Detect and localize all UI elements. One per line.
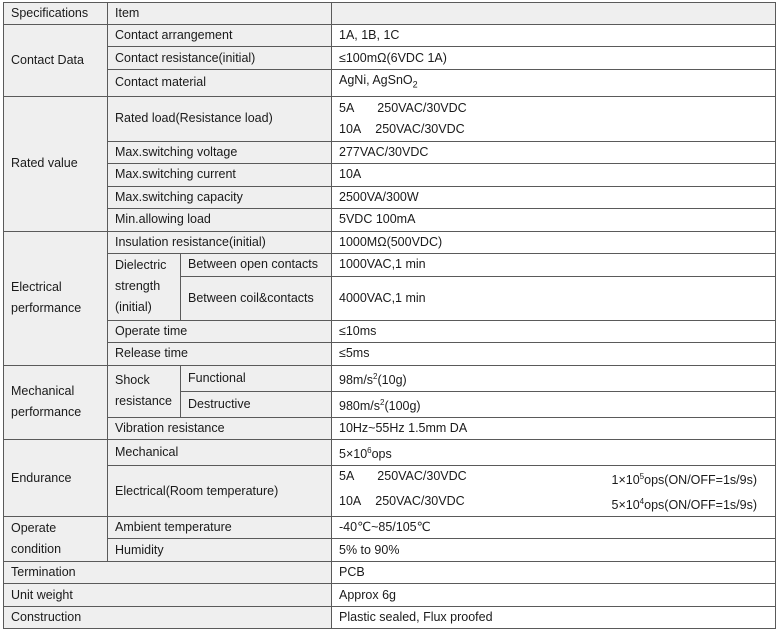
label-humidity: Humidity [108, 539, 332, 562]
row-vibration [4, 417, 776, 439]
label-endurance-mechanical: Mechanical [108, 439, 332, 465]
row-insulation [4, 231, 776, 253]
row-construction [4, 607, 776, 629]
label-min-load: Min.allowing load [108, 208, 332, 231]
row-max-current [4, 163, 776, 186]
value-destructive: $980m/s^2(100g)$ [332, 391, 776, 417]
row-humidity [4, 539, 776, 562]
label-shock-resistance: Shock resistance [108, 365, 181, 417]
value-functional: $98m/s^2(10g)$ [332, 365, 776, 391]
row-contact-material [4, 70, 776, 97]
header-specifications: Specifications [4, 3, 108, 25]
label-rated-load: Rated load(Resistance load) [108, 96, 332, 141]
label-release-time: Release time [108, 342, 332, 365]
row-rated-load [4, 96, 776, 141]
group-electrical-performance: Electrical performance [4, 231, 108, 365]
value-humidity: 5% to 90% [332, 539, 776, 562]
group-operate-condition: Operate condition [4, 517, 108, 562]
group-endurance: Endurance [4, 439, 108, 516]
value-construction: Plastic sealed, Flux proofed [332, 607, 776, 629]
label-between-open-contacts: Between open contacts [181, 253, 332, 276]
label-max-current: Max.switching current [108, 163, 332, 186]
label-ambient-temperature: Ambient temperature [108, 517, 332, 539]
label-destructive: Destructive [181, 391, 332, 417]
label-insulation: Insulation resistance(initial) [108, 231, 332, 253]
label-vibration: Vibration resistance [108, 417, 332, 439]
label-operate-time: Operate time [108, 320, 332, 342]
row-operate-time [4, 320, 776, 342]
value-between-open-contacts: 1000VAC,1 min [332, 253, 776, 276]
value-rated-load: 5A 250VAC/30VDC 10A 250VAC/30VDC [332, 96, 776, 141]
specifications-table [3, 2, 776, 629]
label-max-voltage: Max.switching voltage [108, 141, 332, 163]
value-between-coil-contacts: 4000VAC,1 min [332, 276, 776, 320]
header-value [332, 3, 776, 25]
value-unit-weight: Approx 6g [332, 584, 776, 607]
value-contact-material: AgNi, AgSnO$_2$ [332, 70, 776, 97]
label-endurance-electrical: Electrical(Room temperature) [108, 465, 332, 516]
label-dielectric-strength: Dielectric strength (initial) [108, 253, 181, 320]
row-ambient-temperature [4, 517, 776, 539]
header-row [4, 3, 776, 25]
label-termination: Termination [4, 562, 332, 584]
group-mechanical-performance: Mechanical performance [4, 365, 108, 439]
value-contact-resistance: ≤100mΩ(6VDC 1A) [332, 47, 776, 70]
row-contact-arrangement [4, 25, 776, 47]
value-max-capacity: 2500VA/300W [332, 186, 776, 208]
row-max-capacity [4, 186, 776, 208]
row-shock-functional [4, 365, 776, 391]
row-release-time [4, 342, 776, 365]
value-ambient-temperature: -40℃~85/105℃ [332, 517, 776, 539]
value-operate-time: ≤10ms [332, 320, 776, 342]
value-release-time: ≤5ms [332, 342, 776, 365]
label-max-capacity: Max.switching capacity [108, 186, 332, 208]
value-vibration: 10Hz~55Hz 1.5mm DA [332, 417, 776, 439]
value-insulation: 1000MΩ(500VDC) [332, 231, 776, 253]
label-construction: Construction [4, 607, 332, 629]
label-functional: Functional [181, 365, 332, 391]
value-min-load: 5VDC 100mA [332, 208, 776, 231]
label-contact-arrangement: Contact arrangement [108, 25, 332, 47]
value-max-current: 10A [332, 163, 776, 186]
value-endurance-mechanical: $5\times 10^6ops$ [332, 439, 776, 465]
label-between-coil-contacts: Between coil&contacts [181, 276, 332, 320]
group-rated-value: Rated value [4, 96, 108, 231]
header-item: Item [108, 3, 332, 25]
value-termination: PCB [332, 562, 776, 584]
row-dielectric-open [4, 253, 776, 276]
row-unit-weight [4, 584, 776, 607]
row-endurance-mechanical [4, 439, 776, 465]
value-endurance-electrical: 5A 250VAC/30VDC $1\times 10^5ops(ON/OFF=1s/9s)$ 10A 250VAC/30VDC $5\times 10^4ops(ON/OFF=1s/9s)$ [332, 465, 776, 516]
row-endurance-electrical [4, 465, 776, 516]
label-unit-weight: Unit weight [4, 584, 332, 607]
group-contact-data: Contact Data [4, 25, 108, 97]
value-max-voltage: 277VAC/30VDC [332, 141, 776, 163]
row-contact-resistance [4, 47, 776, 70]
label-contact-material: Contact material [108, 70, 332, 97]
label-contact-resistance: Contact resistance(initial) [108, 47, 332, 70]
value-contact-arrangement: 1A, 1B, 1C [332, 25, 776, 47]
row-termination [4, 562, 776, 584]
row-min-load [4, 208, 776, 231]
row-max-voltage [4, 141, 776, 163]
